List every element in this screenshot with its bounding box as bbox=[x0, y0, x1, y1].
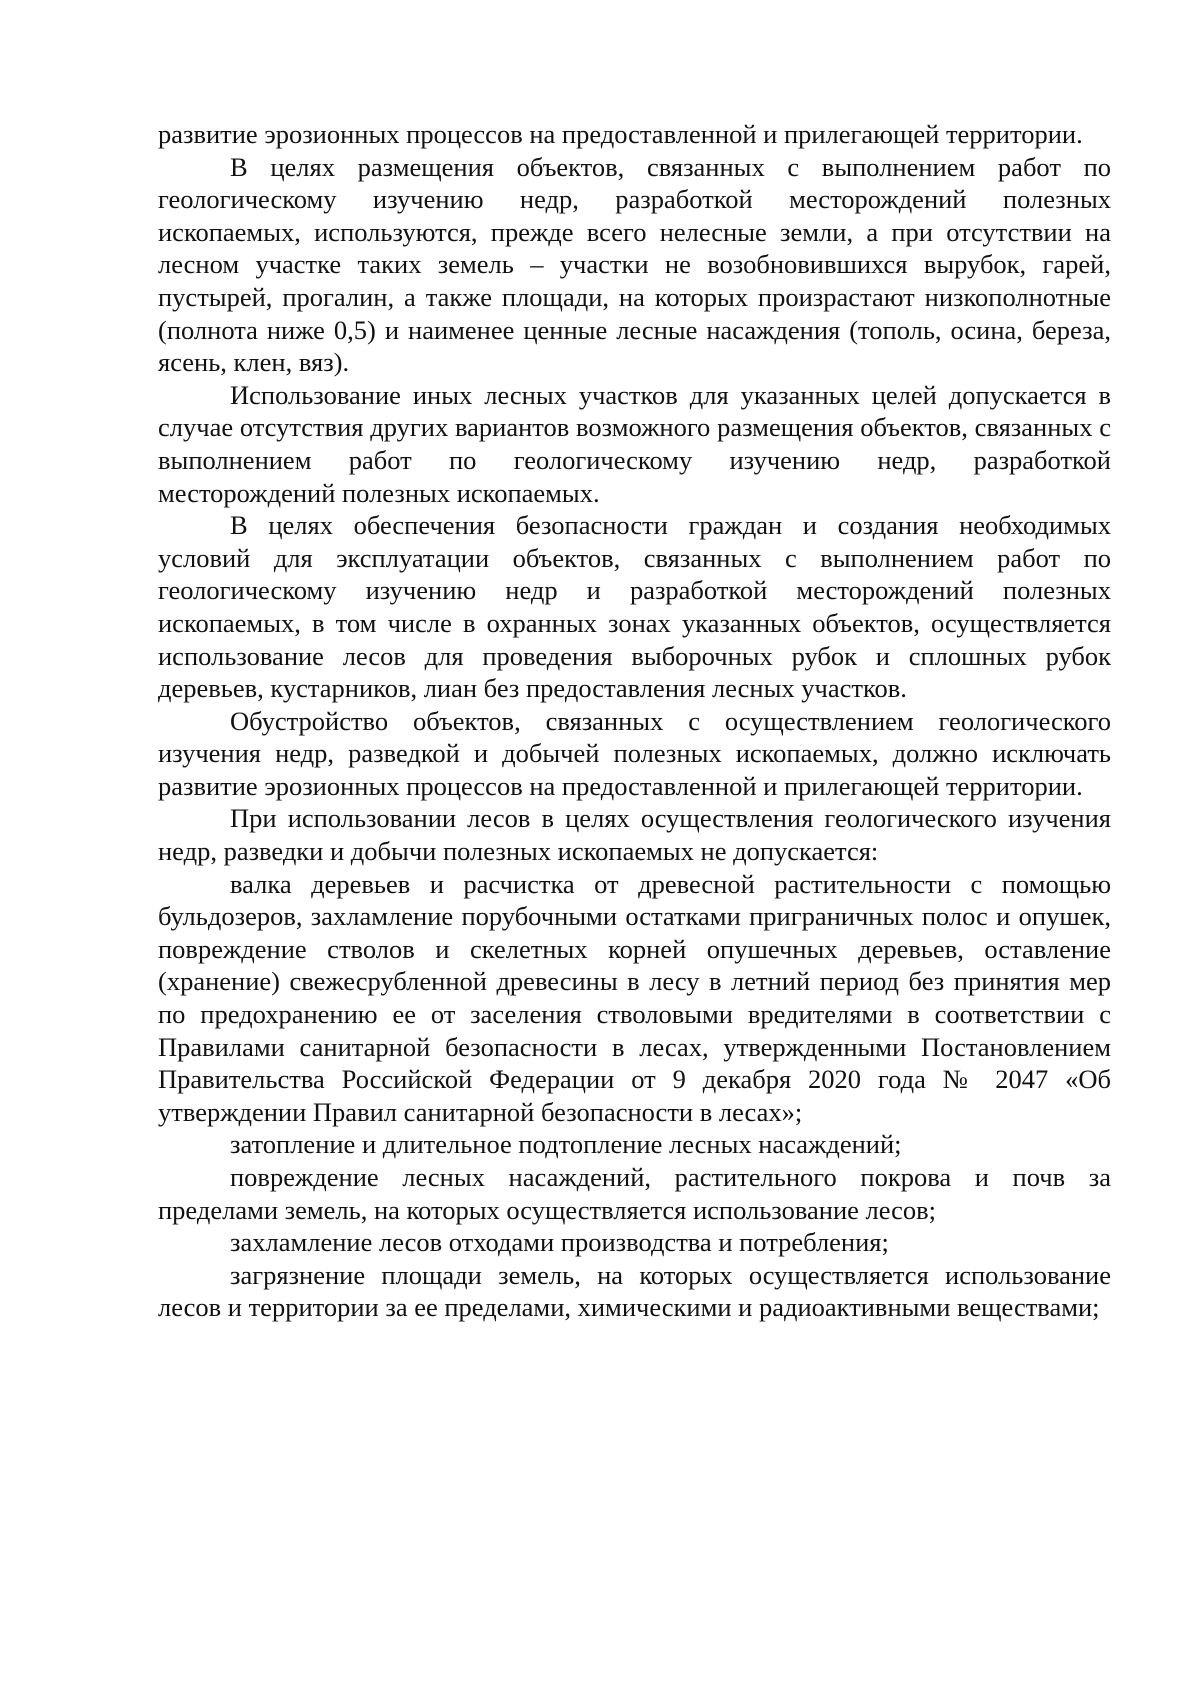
paragraph-safety-felling: В целях обеспечения безопасности граждан и создания необходимых условий для эксплуатации объектов, связанных с выполнением работ по геологическому изучению недр и разработкой месторождений полезных ископаемых, в том числе в охранных зонах указанных объектов, осуществляется использование лесов для проведения выборочных рубок и сплошных рубок деревьев, кустарников, лиан без предоставления лесных участков. bbox=[158, 510, 1111, 704]
paragraph-placement-lands: В целях размещения объектов, связанных с выполнением работ по геологическому изучению недр, разработкой месторождений полезных ископаемых, используются, прежде всего нелесные земли, а при отсутствии на лесном участке таких земель – участки не возобновившихся вырубок, гарей, пустырей, прогалин, а также площади, на которых произрастают низкополнотные (полнота ниже 0,5) и наименее ценные лесные насаждения (тополь, осина, береза, ясень, клен, вяз). bbox=[158, 151, 1111, 378]
list-item-vegetation-damage: повреждение лесных насаждений, растительного покрова и почв за пределами земель, на которых осуществляется использование лесов; bbox=[158, 1162, 1111, 1225]
list-item-contamination: загрязнение площади земель, на которых осуществляется использование лесов и территории за ее пределами, химическими и радиоактивными веществами; bbox=[158, 1259, 1111, 1323]
list-item-felling-bulldozers: валка деревьев и расчистка от древесной растительности с помощью бульдозеров, захламление порубочными остатками приграничных полос и опушек, повреждение стволов и скелетных корней опушечных деревьев, оставление (хранение) свежесрубленной древесины в лесу в летний период без принятия мер по предохранению ее от заселения стволовыми вредителями в соответствии с Правилами санитарной безопасности в лесах, утвержденными Постановлением Правительства Российской Федерации от 9 декабря 2020 года № 2047 «Об утверждении Правил санитарной безопасности в лесах»; bbox=[158, 868, 1111, 1127]
list-item-flooding: затопление и длительное подтопление лесных насаждений; bbox=[230, 1129, 902, 1160]
list-item-waste-littering: захламление лесов отходами производства и потребления; bbox=[230, 1227, 889, 1258]
paragraph-erosion-continuation: развитие эрозионных процессов на предоставленной и прилегающей территории. bbox=[158, 119, 1083, 149]
document-body bbox=[158, 118, 1111, 1324]
paragraph-facility-arrangement: Обустройство объектов, связанных с осуществлением геологического изучения недр, разведкой и добычей полезных ископаемых, должно исключать развитие эрозионных процессов на предоставленной и прилегающей территории. bbox=[158, 705, 1111, 801]
paragraph-prohibitions-intro: При использовании лесов в целях осуществления геологического изучения недр, разведки и добычи полезных ископаемых не допускается: bbox=[158, 803, 1111, 867]
paragraph-other-plots-use: Использование иных лесных участков для указанных целей допускается в случае отсутствия других вариантов возможного размещения объектов, связанных с выполнением работ по геологическому изучению недр, разработкой месторождений полезных ископаемых. bbox=[158, 379, 1111, 508]
